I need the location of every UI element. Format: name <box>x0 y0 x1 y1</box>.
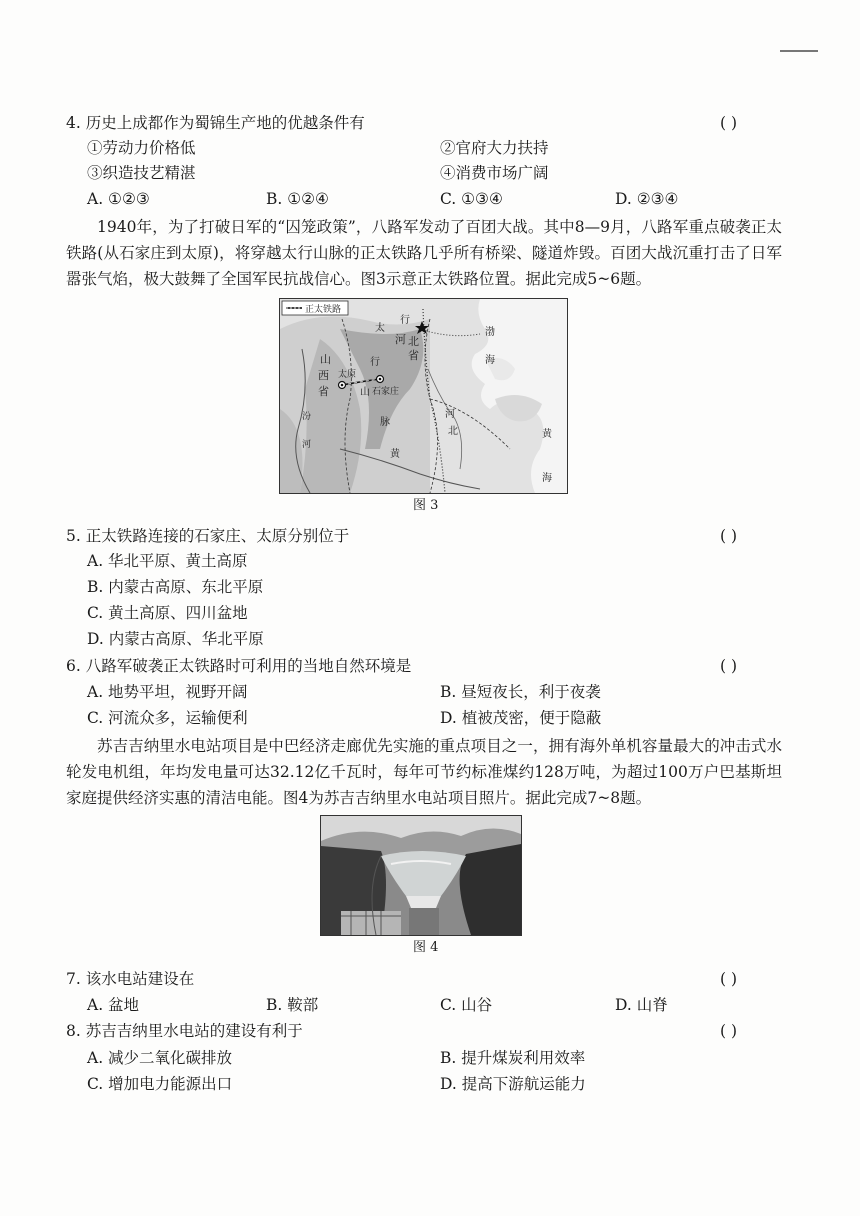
q4-answer-bracket: ( ) <box>720 114 738 132</box>
q6-choice-b: B. 昼短夜长，利于夜袭 <box>440 683 601 701</box>
passage-baituan <box>66 214 782 292</box>
passage-baituan-text: 1940年，为了打破日军的“囚笼政策”，八路军发动了百团大战。其中8—9月，八路军重点破袭正太铁路(从石家庄到太原)，将穿越太行山脉的正太铁路几乎所有桥梁、隧道炸毁。百团大战沉重打击了日军嚣张气焰，极大鼓舞了全国军民抗战信心。图3示意正太铁路位置。据此完成5~6题。 <box>66 218 782 288</box>
q6-choice-d: D. 植被茂密，便于隐蔽 <box>440 709 602 727</box>
q4-item-1: ①劳动力价格低 <box>87 139 196 157</box>
q4-choice-a: A. ①②③ <box>87 190 150 208</box>
q8-answer-bracket: ( ) <box>720 1022 738 1040</box>
q7-choice-a: A. 盆地 <box>87 996 140 1014</box>
q8-stem: 8. 苏吉吉纳里水电站的建设有利于 <box>66 1022 303 1040</box>
q5-choice-c: C. 黄土高原、四川盆地 <box>87 604 248 622</box>
map-label-hang: 行 <box>400 315 410 326</box>
q8-choice-d: D. 提高下游航运能力 <box>440 1075 586 1093</box>
q5-stem: 5. 正太铁路连接的石家庄、太原分别位于 <box>66 527 350 545</box>
q8-choice-b: B. 提升煤炭利用效率 <box>440 1049 586 1067</box>
railway-map-graphic <box>280 299 567 493</box>
q7-stem: 7. 该水电站建设在 <box>66 970 195 988</box>
map-label-fen: 汾 <box>302 412 312 422</box>
q5-choice-d: D. 内蒙古高原、华北平原 <box>87 630 264 648</box>
map-label-hai2: 海 <box>542 473 552 484</box>
q5-choice-a: A. 华北平原、黄土高原 <box>87 552 248 570</box>
hydropower-photo-graphic <box>321 816 521 935</box>
map-label-mai: 脉 <box>380 417 390 428</box>
map-label-hebei-he: 河 <box>395 333 406 346</box>
q4-item-2: ②官府大力扶持 <box>440 139 549 157</box>
q6-answer-bracket: ( ) <box>720 657 738 675</box>
q7-answer-bracket: ( ) <box>720 970 738 988</box>
map-label-bei2: 北 <box>448 426 458 437</box>
q7-choice-b: B. 鞍部 <box>266 996 319 1014</box>
map-label-hebei-sheng: 省 <box>408 349 419 362</box>
q7-choice-c: C. 山谷 <box>440 996 493 1014</box>
map-label-bo: 渤 <box>485 327 495 338</box>
map-label-he: 河 <box>445 409 455 420</box>
q6-choice-c: C. 河流众多，运输便利 <box>87 709 248 727</box>
q4-choice-b: B. ①②④ <box>266 190 329 208</box>
map-label-shan: 山 <box>360 387 370 398</box>
q4-choice-d: D. ②③④ <box>615 190 679 208</box>
passage-hydropower <box>66 733 782 811</box>
q6-stem: 6. 八路军破袭正太铁路时可利用的当地自然环境是 <box>66 657 412 675</box>
map-label-hai1: 海 <box>485 355 495 366</box>
map-legend-label: 正太铁路 <box>305 305 342 315</box>
map-label-shanxi-xi: 西 <box>318 369 329 382</box>
map-label-huang-sea: 黄 <box>542 429 552 440</box>
q6-choice-a: A. 地势平坦，视野开阔 <box>87 683 248 701</box>
figure-4-caption: 图 4 <box>413 940 439 955</box>
passage-hydropower-text: 苏吉吉纳里水电站项目是中巴经济走廊优先实施的重点项目之一，拥有海外单机容量最大的冲击式水轮发电机组，年均发电量可达32.12亿千瓦时，每年可节约标准煤约128万吨，为超过100万户巴基斯坦家庭提供经济实惠的清洁电能。图4为苏吉吉纳里水电站项目照片。据此完成7~8题。 <box>66 737 782 807</box>
figure-3-caption: 图 3 <box>413 498 439 513</box>
q4-item-4: ④消费市场广阔 <box>440 164 549 182</box>
q7-choice-d: D. 山脊 <box>615 996 668 1014</box>
map-label-shijiazhuang: 石家庄 <box>372 387 400 397</box>
q4-choice-c: C. ①③④ <box>440 190 503 208</box>
map-label-huang-river: 黄 <box>390 449 400 460</box>
q4-stem: 4. 历史上成都作为蜀锦生产地的优越条件有 <box>66 114 365 132</box>
q8-choice-a: A. 减少二氧化碳排放 <box>87 1049 233 1067</box>
map-label-hang2: 行 <box>370 357 380 368</box>
map-label-shanxi-shan: 山 <box>320 353 331 366</box>
figure-4-photo <box>320 815 522 936</box>
q8-choice-c: C. 增加电力能源出口 <box>87 1075 233 1093</box>
map-label-he2: 河 <box>302 440 312 450</box>
q5-answer-bracket: ( ) <box>720 527 738 545</box>
map-label-taiyuan: 太原 <box>338 370 357 380</box>
figure-3-map <box>279 298 568 494</box>
map-label-tai: 太 <box>375 323 385 334</box>
map-label-hebei-bei: 北 <box>408 335 419 348</box>
header-rule <box>780 50 818 52</box>
q4-item-3: ③织造技艺精湛 <box>87 164 196 182</box>
q5-choice-b: B. 内蒙古高原、东北平原 <box>87 578 264 596</box>
map-label-shanxi-sheng: 省 <box>318 385 329 398</box>
